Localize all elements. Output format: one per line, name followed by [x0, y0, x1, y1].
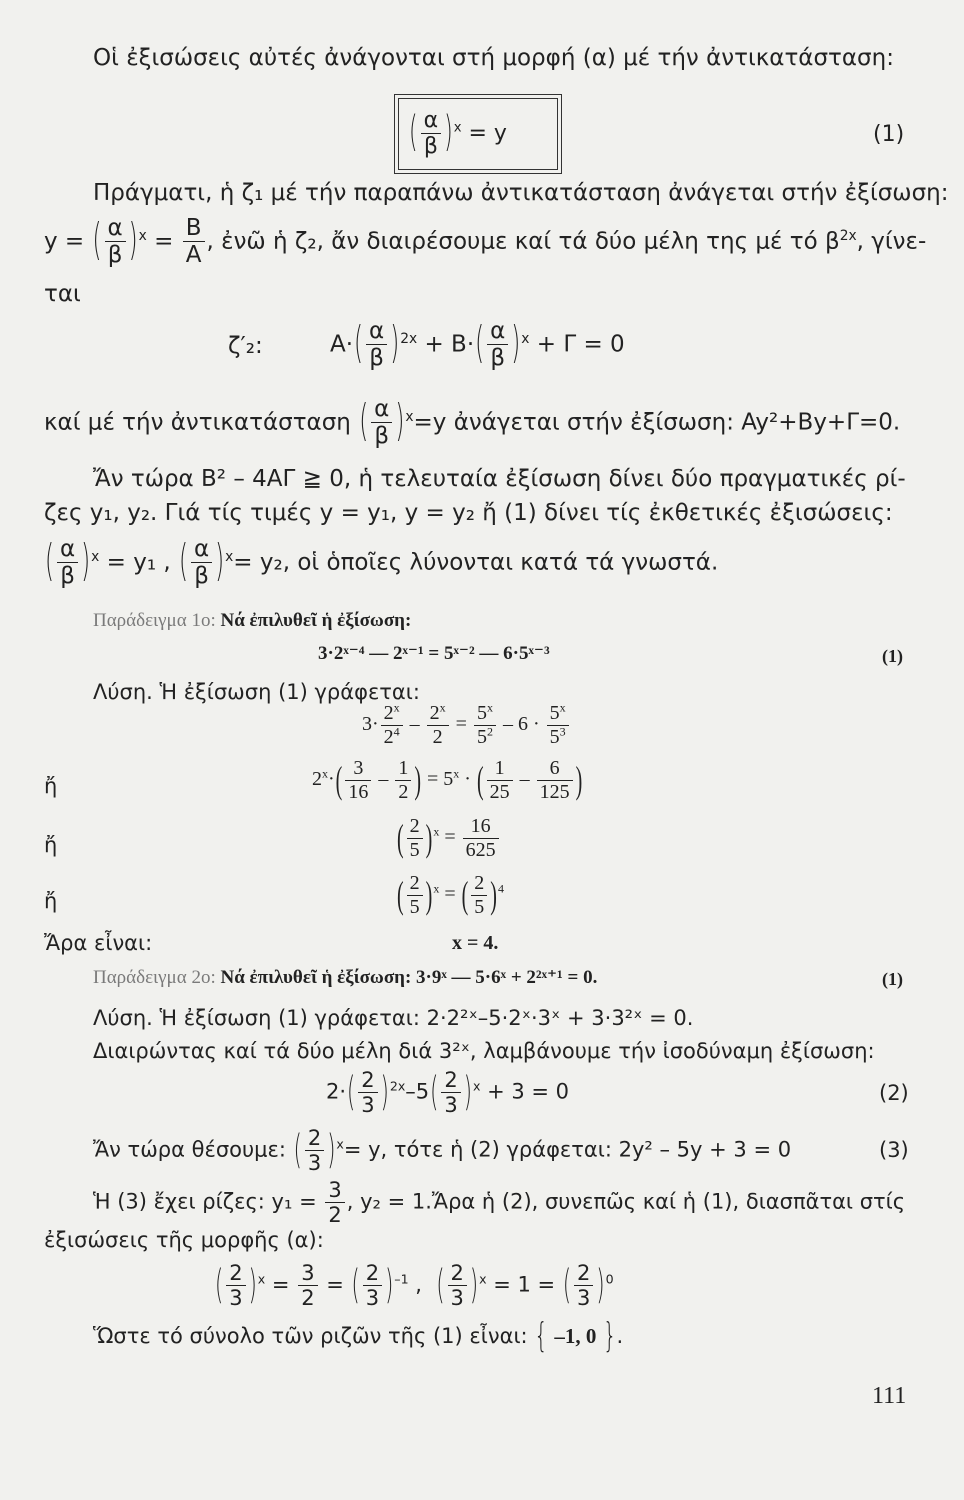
- example-2-label: Παράδειγμα 2ο:: [93, 967, 216, 988]
- text-line-3-tail: , ἐνῶ ἡ ζ₂, ἄν διαιρέσουμε καί τά δύο μέλη της μέ τό β: [206, 228, 840, 255]
- substitution-formula: ( $\frac{\alpha}{\beta}$ )$^x$ = y: [409, 108, 507, 160]
- text-line-1: Οἱ ἐξισώσεις αὐτές ἀνάγονται στή μορφή (α) μέ τήν ἀντικατάσταση:: [93, 45, 894, 71]
- text-line-7: ζες y₁, y₂. Γιά τίς τιμές y = y₁, y = y₂ ἤ (1) δίνει τίς ἐκθετικές ἐξισώσεις:: [44, 500, 893, 526]
- eta-label-2: ἤ: [44, 833, 58, 857]
- equation-2-number: (2): [879, 1081, 909, 1105]
- root-set: –1, 0: [554, 1324, 597, 1348]
- text-line-5: καί μέ τήν ἀντικατάσταση ( $\frac{\alpha}{\beta}$ )$^x$=y ἀνάγεται στήν ἐξίσωση: Ay²+By+Γ=0.: [44, 396, 901, 450]
- text-line-20: Διαιρώντας καί τά δύο μέλη διά 3²ˣ, λαμβάνουμε τήν ἰσοδύναμη ἐξίσωση:: [93, 1039, 875, 1063]
- solution-1-line: Λύση. Ἡ ἐξίσωση (1) γράφεται:: [93, 680, 420, 704]
- eta-label-3: ἤ: [44, 889, 58, 913]
- example-1-label: Παράδειγμα 1ο:: [93, 610, 216, 631]
- example-1-title: Νά ἐπιλυθεῖ ἡ ἐξίσωση:: [220, 610, 412, 631]
- text-line-5-pre: καί μέ τήν ἀντικατάσταση: [44, 409, 351, 436]
- example-2-heading: [93, 968, 597, 987]
- equation-3-number: (3): [879, 1138, 909, 1162]
- page-number: 111: [872, 1383, 907, 1409]
- text-line-22-pre: Ἄν τώρα θέσουμε:: [93, 1137, 286, 1162]
- derivation-step-2: $2^x\cdot$( $\frac{3}{16}$ – $\frac{1}{2}$ ) = $5^x$ · ( $\frac{1}{25}$ – $\frac{6}{125}$ ): [312, 757, 583, 803]
- text-line-23-pre: Ἡ (3) ἔχει ρίζες: y₁ =: [93, 1189, 317, 1214]
- text-line-22-post: = y, τότε ἡ (2) γράφεται: 2y² – 5y + 3 = 0: [343, 1137, 792, 1162]
- text-line-3-tail2: , γίνε-: [856, 228, 927, 255]
- text-line-26: Ὥστε τό σύνολο τῶν ριζῶν τῆς (1) εἶναι: { –1, 0 }.: [93, 1316, 624, 1355]
- text-line-23-post: , y₂ = 1.Ἄρα ἡ (2), συνεπῶς καί ἡ (1), διασπᾶται στίς: [346, 1189, 906, 1214]
- text-line-23: Ἡ (3) ἔχει ρίζες: y₁ = $\frac{3}{2}$ , y₂ = 1.Ἄρα ἡ (2), συνεπῶς καί ἡ (1), διασπᾶται στίς: [93, 1178, 906, 1228]
- text-line-24: ἐξισώσεις τῆς μορφῆς (α):: [44, 1228, 324, 1252]
- derivation-step-1: 3· $\frac{2^x}{2^4}$ – $\frac{2^x}{2}$ = $\frac{5^x}{5^2}$ – 6 · $\frac{5^x}{5^3}$: [362, 702, 571, 749]
- therefore-label: Ἄρα εἶναι:: [44, 931, 153, 955]
- solution-2-line: Λύση. Ἡ ἐξίσωση (1) γράφεται: 2·2²ˣ–5·2ˣ·3ˣ + 3·3²ˣ = 0.: [93, 1006, 694, 1030]
- text-line-6: Ἄν τώρα Β² – 4ΑΓ ≧ 0, ἡ τελευταία ἐξίσωση δίνει δύο πραγματικές ρί-: [93, 466, 906, 492]
- text-line-2: Πράγματι, ἡ ζ₁ μέ τήν παραπάνω ἀντικατάσταση ἀνάγεται στήν ἐξίσωση:: [93, 180, 949, 206]
- example-1-eq-number: (1): [882, 646, 903, 666]
- zeta2-equation: A·( $\frac{\alpha}{\beta}$ )$^{2x}$ + B·( $\frac{\alpha}{\beta}$ )$^x$ + Γ = 0: [330, 318, 625, 372]
- text-line-8: ( $\frac{\alpha}{\beta}$ )$^x$ = y₁ , ( $\frac{\alpha}{\beta}$ )$^x$= y₂, οἱ ὁποῖες λύνονται κατά τά γνωστά.: [45, 536, 719, 590]
- text-line-26-pre: Ὥστε τό σύνολο τῶν ριζῶν τῆς (1) εἶναι:: [93, 1324, 528, 1348]
- eta-label-1: ἤ: [44, 774, 58, 798]
- split-equations: ( $\frac{2}{3}$ )$^x$ = $\frac{3}{2}$ = ( $\frac{2}{3}$ )$^{-1}$ , ( $\frac{2}{3}$ )$^x$ = 1 = ( $\frac{2}{3}$ )$^0$: [215, 1261, 614, 1311]
- equation-2: 2·( $\frac{2}{3}$ )$^{2x}$–5( $\frac{2}{3}$ )$^x$ + 3 = 0: [326, 1068, 570, 1118]
- derivation-step-4: ( $\frac{2}{5}$ )$^x$ = ( $\frac{2}{5}$ )$^4$: [397, 872, 504, 918]
- derivation-step-3: ( $\frac{2}{5}$ )$^x$ = $\frac{16}{625}$: [396, 815, 501, 862]
- example-1-heading: [93, 611, 411, 630]
- text-line-4: ται: [44, 281, 81, 307]
- example-1-equation: 3·2ˣ⁻⁴ — 2ˣ⁻¹ = 5ˣ⁻² — 6·5ˣ⁻³: [318, 643, 550, 664]
- text-line-3: y = ( $\frac{\alpha}{\beta}$ )$^x$ = $\frac{B}{A}$ , ἐνῶ ἡ ζ₂, ἄν διαιρέσουμε καί τά δύο μέλη της μέ τό $\beta^{2x}$, γίνε-: [44, 215, 927, 269]
- equation-label: (1): [873, 122, 905, 147]
- example-2-title: Νά ἐπιλυθεῖ ἡ ἐξίσωση: 3·9ˣ — 5·6ˣ + 2²ˣ⁺¹ = 0.: [220, 967, 598, 988]
- example-2-eq-number: (1): [882, 969, 903, 989]
- result-1: x = 4.: [452, 932, 499, 954]
- text-line-22: Ἄν τώρα θέσουμε: ( $\frac{2}{3}$ )$^x$= y, τότε ἡ (2) γράφεται: 2y² – 5y + 3 = 0: [93, 1126, 792, 1176]
- zeta2-label: ζ′₂:: [228, 333, 263, 359]
- text-line-5-post: =y ἀνάγεται στήν ἐξίσωση: Ay²+By+Γ=0.: [413, 409, 901, 436]
- text-line-8-tail: = y₂, οἱ ὁποῖες λύνονται κατά τά γνωστά.: [233, 549, 719, 576]
